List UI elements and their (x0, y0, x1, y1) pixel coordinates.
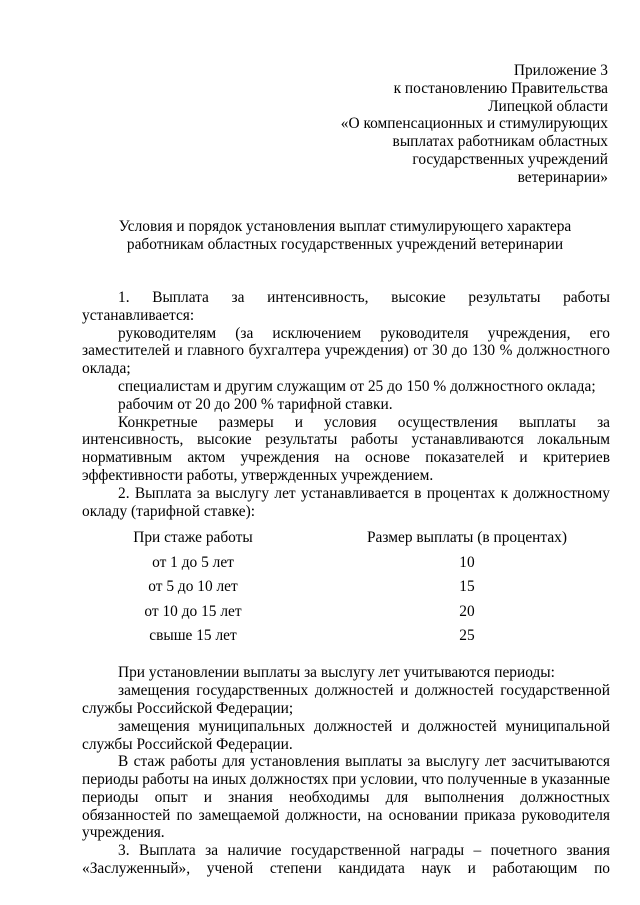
document-title: Условия и порядок установления выплат стимулирующего характера работникам областных государственных учреждений ветеринарии (118, 218, 572, 253)
table-header-experience: При стаже работы (133, 529, 253, 547)
section2-periods-intro: При установлении выплаты за выслугу лет учитываются периоды: (118, 664, 555, 682)
table-row (82, 603, 610, 627)
section1-conditions: Конкретные размеры и условия осуществления выплаты за интенсивность, высокие результаты работы устанавливаются локальным нормативным актом учреждения на основе показателей и критериев эффективности работы, утвержденных учреждением. (82, 413, 610, 484)
table-header-payment: Размер выплаты (в процентах) (367, 529, 567, 547)
table-cell-payment: 20 (459, 602, 475, 620)
appendix-line: к постановлению Правительства (393, 79, 608, 97)
table-cell-experience: от 10 до 15 лет (144, 602, 242, 620)
section2-other-periods: В стаж работы для установления выплаты за выслугу лет засчитываются периоды работы на иных должностях при условии, что полученные в указанные периоды опыт и знания необходимы для выполнения должностных обязанностей по замещаемой должности, на основании приказа руководителя учреждения. (82, 753, 610, 842)
section2-intro: 2. Выплата за выслугу лет устанавливается в процентах к должностному окладу (тарифной ставке): (82, 484, 610, 520)
appendix-line: государственных учреждений (412, 150, 608, 168)
section1-managers: руководителям (за исключением руководителя учреждения, его заместителей и главного бухгалтера учреждения) от 30 до 130 % должностного оклада; (82, 324, 610, 378)
section2-period-state: замещения государственных должностей и должностей государственной службы Российской Федерации; (82, 682, 610, 717)
table-cell-payment: 10 (459, 553, 475, 571)
section1-intro: 1. Выплата за интенсивность, высокие результаты работы устанавливается: (82, 289, 610, 324)
seniority-table (82, 529, 610, 651)
table-row (82, 554, 610, 578)
section1-workers: рабочим от 20 до 200 % тарифной ставки. (118, 395, 393, 413)
table-row (82, 627, 610, 651)
document-body (82, 289, 610, 878)
section1-specialists: специалистам и другим служащим от 25 до 150 % должностного оклада; (118, 377, 596, 395)
appendix-line: Липецкой области (488, 97, 608, 115)
table-cell-experience: свыше 15 лет (149, 626, 237, 644)
appendix-line: ветеринарии» (517, 168, 608, 186)
appendix-line: Приложение 3 (513, 62, 608, 79)
table-cell-experience: от 5 до 10 лет (148, 578, 238, 596)
appendix-line: «О компенсационных и стимулирующих (340, 115, 608, 133)
table-row (82, 578, 610, 602)
section3-intro: 3. Выплата за наличие государственной награды – почетного звания «Заслуженный», ученой степени кандидата наук и работающим по (82, 842, 610, 878)
table-cell-payment: 15 (459, 578, 475, 596)
table-header-row (82, 529, 610, 553)
table-cell-experience: от 1 до 5 лет (152, 553, 234, 571)
appendix-header (288, 62, 608, 187)
section2-period-municipal: замещения муниципальных должностей и должностей муниципальной службы Российской Федерации. (82, 717, 610, 753)
appendix-line: выплатах работникам областных (392, 133, 608, 151)
table-cell-payment: 25 (459, 626, 475, 644)
